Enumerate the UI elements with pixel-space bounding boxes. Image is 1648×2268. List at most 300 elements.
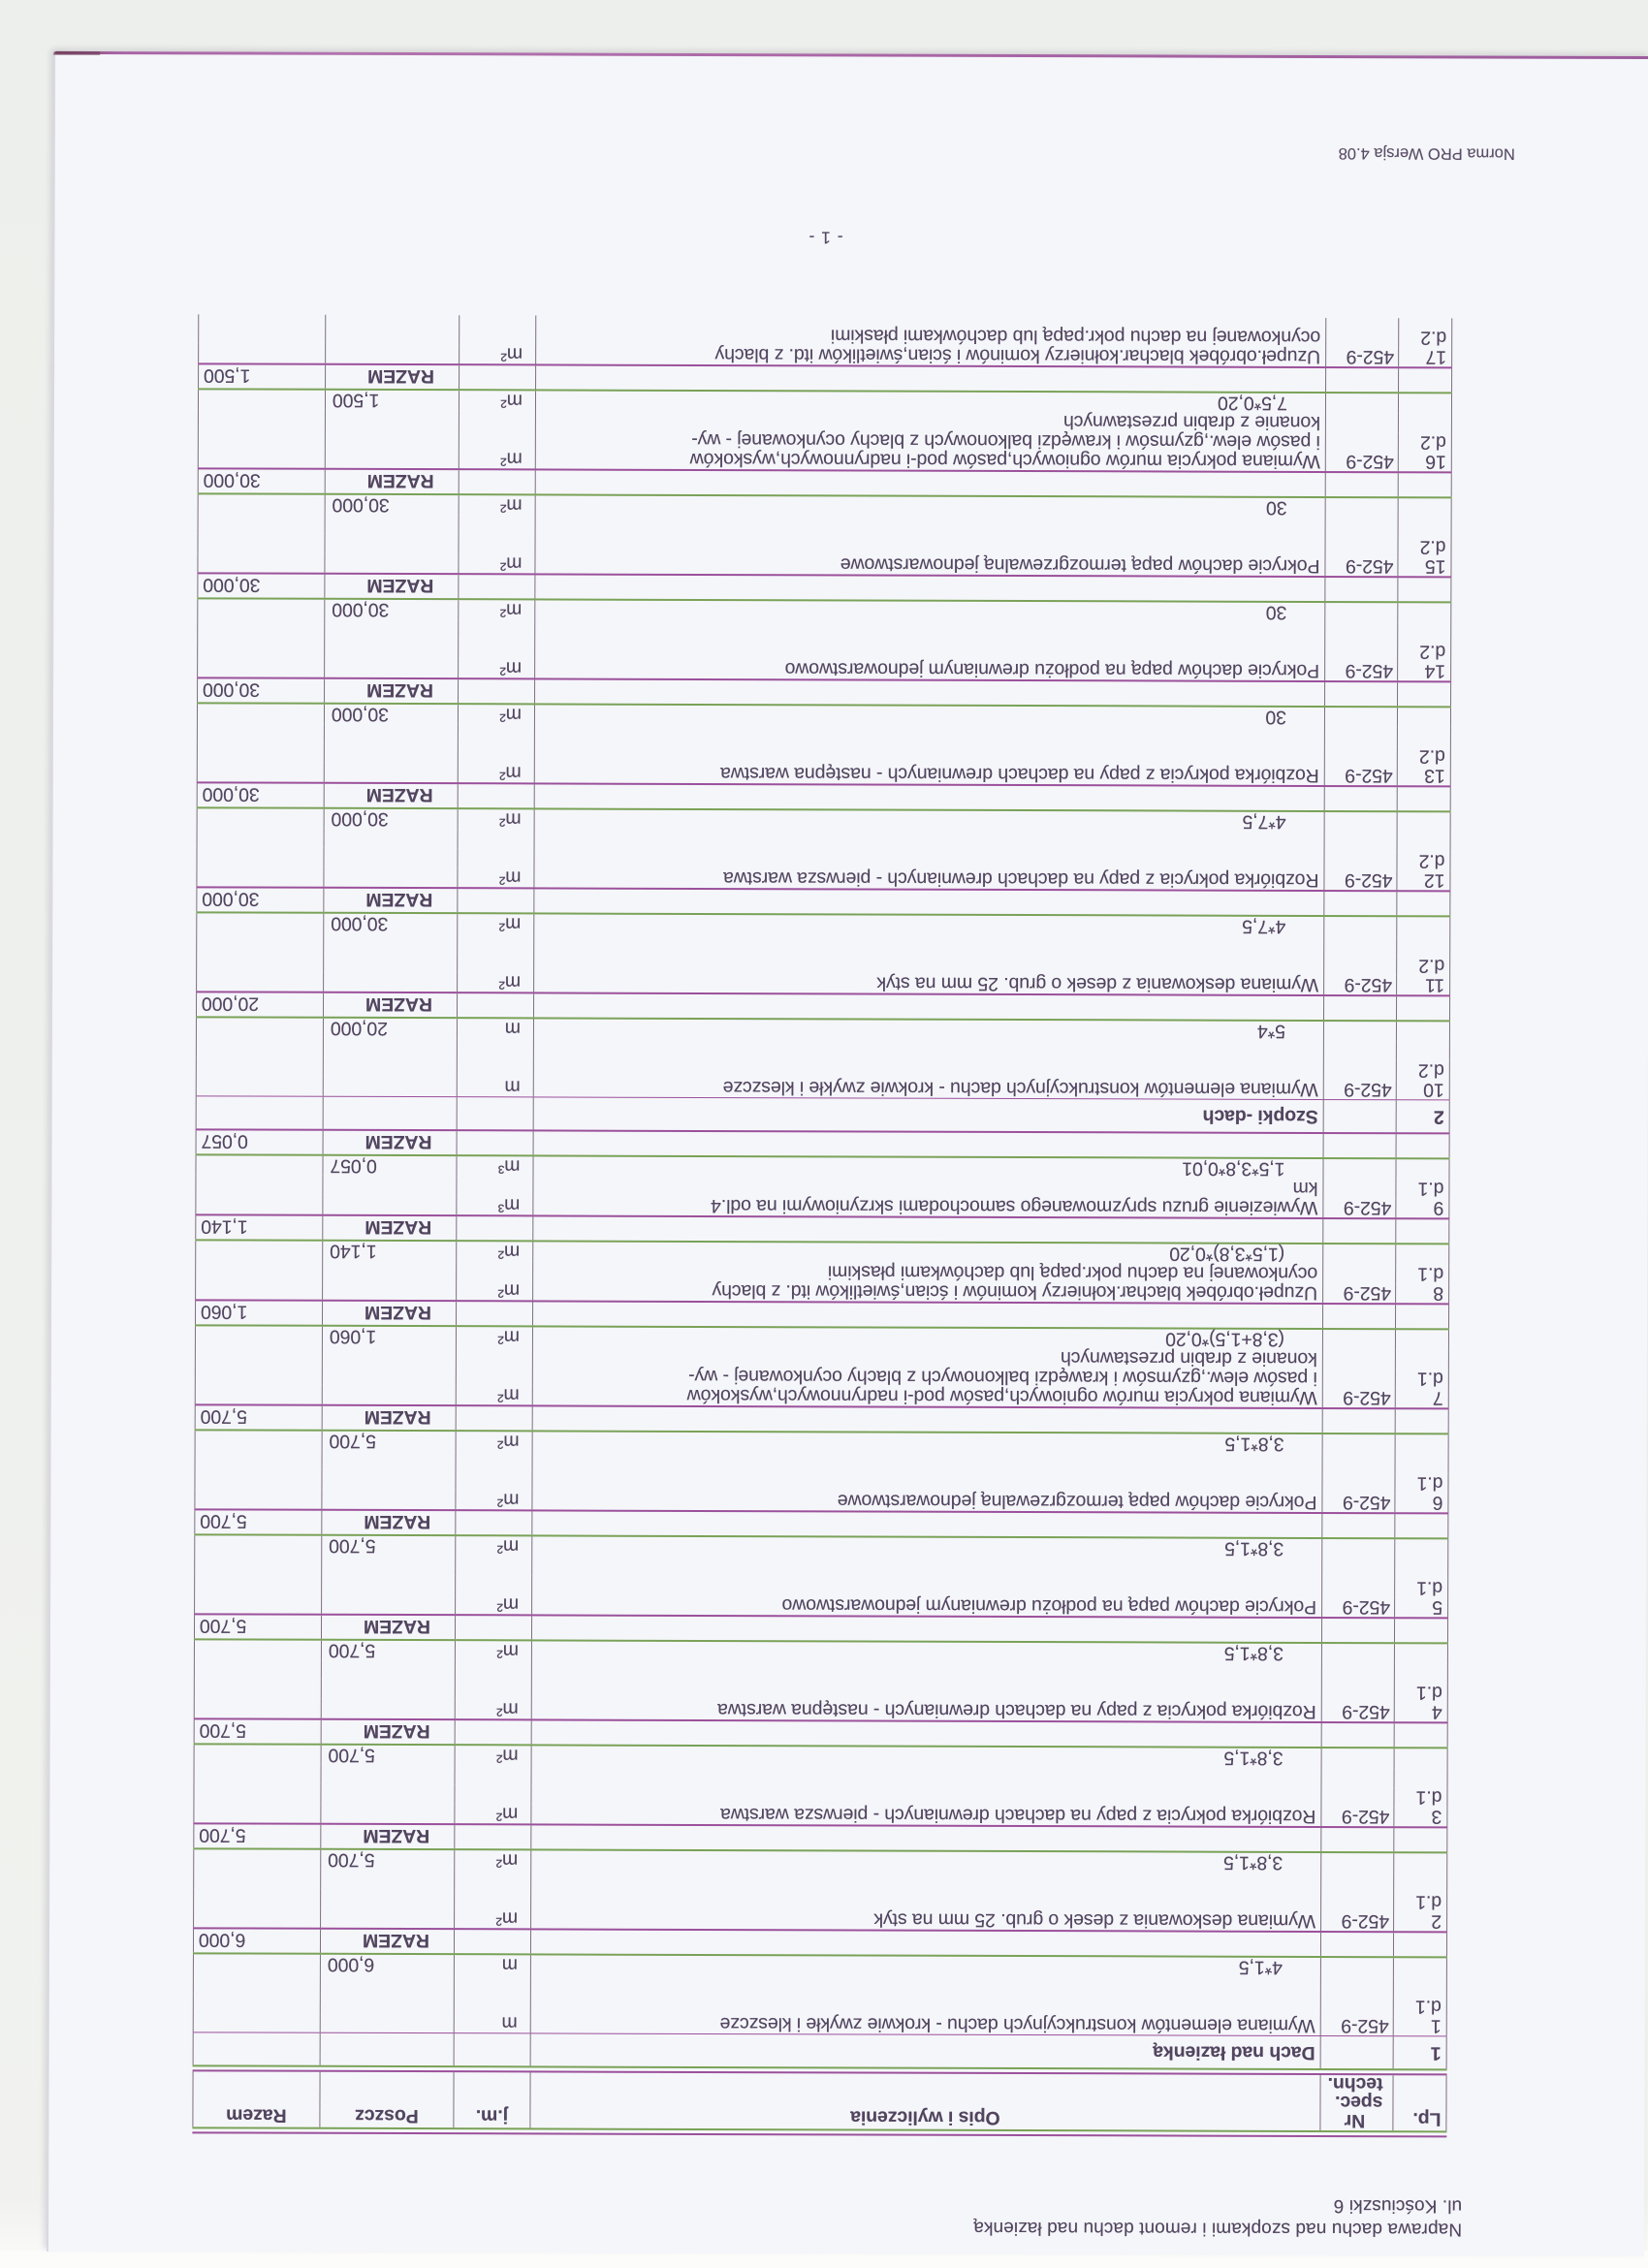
item-line-blank-w-lp bbox=[1398, 622, 1451, 642]
item-razem-row-w-jm bbox=[460, 365, 536, 389]
item-calc-line-w-po: 5,700 bbox=[322, 1641, 456, 1660]
item-line-1-w-nr: 452-9 bbox=[1324, 1080, 1397, 1099]
item-razem-row-w-po: RAZEM bbox=[321, 1930, 455, 1953]
item-calc-line-w-po: 5,700 bbox=[321, 1850, 455, 1870]
item-line-1-w-lp: 10 bbox=[1397, 1080, 1450, 1099]
item-line-blank-w-lp bbox=[1394, 1873, 1447, 1892]
item-line-1-w-rz bbox=[196, 971, 324, 991]
item-line-2-w-jm bbox=[457, 1366, 533, 1385]
item-calc-line-w-lp bbox=[1399, 498, 1452, 518]
item-line-1-w-lp: 6 bbox=[1395, 1493, 1448, 1512]
item-line-blank-w-po bbox=[322, 1660, 456, 1680]
item-calc-line-w-nr bbox=[1325, 708, 1398, 727]
column-header-nr-line3: techn. bbox=[1327, 2073, 1383, 2095]
item-razem-row-w-lp bbox=[1396, 1305, 1449, 1328]
item-line-2-w-nr bbox=[1322, 1578, 1395, 1597]
section-row bbox=[196, 1095, 1450, 1132]
item-line-blank-w-lp bbox=[1397, 1041, 1450, 1060]
item-line-2-w-op bbox=[532, 1575, 1322, 1597]
item-line-1-w-lp: 5 bbox=[1395, 1597, 1448, 1617]
item-razem-row-w-po: RAZEM bbox=[324, 1131, 458, 1154]
item-razem-row-w-po: RAZEM bbox=[322, 1720, 456, 1744]
item-line-1-w-po bbox=[321, 2013, 455, 2032]
item-calc-line-w-lp bbox=[1394, 1853, 1447, 1873]
item-line-1-w-op: Rozbiórka pokrycia z papy na dachach drewnianych - następna warstwa bbox=[535, 763, 1325, 785]
item-line-2-w-op bbox=[534, 953, 1324, 975]
item-line-blank-w-nr bbox=[1324, 1041, 1397, 1060]
item-calc-line-w-op: 30 bbox=[536, 495, 1326, 518]
item-line-2-w-jm bbox=[456, 1470, 532, 1490]
item-calc-line-w-op: 3,8*1,5 bbox=[532, 1746, 1322, 1768]
item-line-2-w-op: ocynkowanej na dachu pokr.papą lub dachówkami płaskimi bbox=[536, 325, 1326, 347]
item-line-1-w-po bbox=[324, 867, 458, 887]
item-razem-row-w-po: RAZEM bbox=[324, 889, 458, 912]
item-razem-row-w-lp bbox=[1397, 996, 1450, 1020]
item-line-2-w-rz bbox=[198, 324, 326, 343]
item-calc-line-w-nr bbox=[1324, 1022, 1397, 1041]
item-calc-line bbox=[197, 599, 1451, 622]
item-line-2-w-op bbox=[532, 1470, 1322, 1493]
item-line-blank-w-po bbox=[321, 1870, 455, 1889]
item-calc-line-w-jm: m² bbox=[457, 1432, 533, 1451]
item-line-2-w-nr bbox=[1325, 746, 1398, 766]
item-line-2-w-jm bbox=[457, 1176, 533, 1195]
item-calc-line-w-nr bbox=[1321, 1853, 1394, 1873]
item-line-blank-w-po bbox=[324, 933, 458, 953]
item-calc-line-w-po: 0,057 bbox=[323, 1156, 457, 1176]
item-calc-line-w-po: 5,700 bbox=[322, 1536, 456, 1556]
item-razem-row-w-op bbox=[535, 784, 1325, 810]
item-line-1-w-nr: 452-9 bbox=[1323, 1388, 1396, 1407]
item-razem-row-w-po: RAZEM bbox=[323, 1216, 457, 1240]
column-header-opis: Opis i wyliczenia bbox=[530, 2072, 1320, 2130]
item-line-2-w-po bbox=[322, 1680, 456, 1699]
item-line-2-w-nr bbox=[1323, 1369, 1396, 1388]
item-calc-line-w-lp bbox=[1396, 1330, 1449, 1349]
item-line-blank-w-jm bbox=[456, 1660, 532, 1680]
item-calc-line-w-nr bbox=[1322, 1644, 1395, 1663]
item-line-3-w-po bbox=[326, 410, 460, 429]
item-line-1-w-lp: 13 bbox=[1398, 766, 1451, 785]
item-calc-line-w-lp bbox=[1395, 1644, 1448, 1663]
item-line-2-w-nr bbox=[1324, 851, 1397, 870]
item-line-2-w-po bbox=[326, 325, 460, 344]
item-razem-row-w-lp bbox=[1399, 473, 1452, 496]
item-line-2-w-jm bbox=[455, 1994, 531, 2013]
item-line-3-w-rz bbox=[198, 409, 326, 428]
item-line-blank-w-jm bbox=[459, 619, 535, 639]
item-line-1 bbox=[194, 1698, 1448, 1721]
item-line-1-w-po bbox=[323, 1195, 457, 1214]
item-line-1-w-rz bbox=[193, 1803, 321, 1822]
item-razem-row-w-nr bbox=[1325, 578, 1398, 601]
item-line-3-w-lp bbox=[1396, 1349, 1449, 1369]
item-line-blank-w-nr bbox=[1324, 936, 1397, 956]
item-calc-line-w-po: 5,700 bbox=[323, 1432, 457, 1451]
item-line-2-w-rz bbox=[196, 1056, 324, 1076]
item-line-blank-w-jm bbox=[456, 1765, 532, 1784]
item-line-2 bbox=[198, 533, 1452, 556]
item-line-2-w-nr bbox=[1324, 1060, 1397, 1080]
column-header-razem: Razem bbox=[192, 2071, 320, 2126]
item-razem-row-w-po: RAZEM bbox=[323, 1406, 457, 1430]
item-calc-line-w-po: 30,000 bbox=[325, 809, 459, 829]
item-razem-row-w-rz: 1,060 bbox=[195, 1301, 323, 1324]
item-line-2-w-lp: d.2 bbox=[1397, 851, 1450, 870]
item-line-1-w-po bbox=[325, 763, 459, 782]
item-calc-line-w-po: 1,140 bbox=[323, 1242, 457, 1261]
item-line-2-w-po bbox=[323, 1366, 457, 1385]
item-line-2-w-rz bbox=[196, 847, 324, 866]
item-line-2-w-rz bbox=[195, 1365, 323, 1384]
scan-edge-smudge bbox=[53, 51, 100, 55]
item-razem-row-w-po: RAZEM bbox=[321, 1825, 455, 1848]
item-calc-line-w-lp bbox=[1398, 603, 1451, 622]
item-line-blank-w-nr bbox=[1323, 1454, 1396, 1473]
item-calc-line-w-nr bbox=[1323, 1330, 1396, 1349]
item-line-1-w-lp: 9 bbox=[1396, 1198, 1449, 1217]
item-razem-row-w-lp bbox=[1395, 1723, 1448, 1747]
item-line-2-w-nr bbox=[1323, 1179, 1396, 1198]
item-line-2-w-rz bbox=[193, 1888, 321, 1907]
item-razem-row-w-op bbox=[531, 1825, 1321, 1851]
item-line-2-w-po bbox=[321, 1889, 455, 1908]
item-calc-line-w-rz bbox=[195, 1241, 323, 1260]
item-razem-row-w-rz: 5,700 bbox=[195, 1405, 323, 1429]
item-razem-row-w-lp bbox=[1395, 1619, 1448, 1642]
item-razem-row-w-op bbox=[535, 679, 1325, 706]
item-line-blank-w-rz bbox=[198, 514, 326, 533]
item-line-1-w-lp: 14 bbox=[1398, 661, 1451, 680]
item-line-blank-w-op bbox=[532, 1556, 1322, 1578]
cost-table-body bbox=[193, 314, 1453, 2068]
document-content bbox=[47, 51, 1648, 2256]
item-line-1-w-nr: 452-9 bbox=[1321, 1911, 1394, 1931]
section-row-w-jm bbox=[455, 2033, 531, 2065]
item-line-blank-w-rz bbox=[194, 1764, 322, 1783]
item-line-1 bbox=[197, 657, 1451, 680]
item-line-2-w-po bbox=[326, 429, 460, 449]
item-line-1-w-po bbox=[323, 1280, 457, 1300]
item-line-1-w-op: Rozbiórka pokrycia z papy na dachach drewnianych - pierwsza warstwa bbox=[531, 1804, 1321, 1826]
section-row-w-jm bbox=[458, 1097, 534, 1129]
item-calc-line-w-jm: m² bbox=[457, 1327, 533, 1346]
item-razem-row-w-nr bbox=[1321, 1828, 1394, 1851]
item-line-2-w-rz bbox=[195, 1175, 323, 1194]
item-line-2-w-po bbox=[322, 1575, 456, 1594]
item-calc-line-w-jm: m² bbox=[458, 914, 534, 933]
section-row-w-nr bbox=[1321, 2036, 1394, 2068]
item-line-1-w-rz bbox=[197, 552, 325, 572]
item-calc-line-w-op: 7,5*0,20 bbox=[536, 391, 1326, 413]
item-line-1-w-rz bbox=[195, 1279, 323, 1299]
item-line-2-w-op bbox=[535, 743, 1325, 766]
item-razem-row-w-op bbox=[534, 993, 1324, 1020]
item-line-blank-w-lp bbox=[1397, 936, 1450, 956]
item-line-1-w-po bbox=[325, 553, 459, 573]
item-calc-line-w-op: 3,8*1,5 bbox=[532, 1641, 1322, 1663]
item-line-2-w-nr bbox=[1325, 537, 1398, 556]
item-line-blank-w-po bbox=[325, 619, 459, 639]
item-calc-line-w-lp bbox=[1394, 1958, 1447, 1977]
item-line-1-w-op: Wymiana pokrycia murów ogniowych,pasów pod-i nadrynnowych,wyskoków bbox=[533, 1385, 1323, 1407]
item-line-1-w-lp: 1 bbox=[1394, 2016, 1447, 2035]
item-line-2 bbox=[194, 1469, 1448, 1493]
section-row-w-lp: 2 bbox=[1397, 1100, 1450, 1132]
section-row-w-lp: 1 bbox=[1394, 2036, 1447, 2068]
item-line-2-w-jm bbox=[459, 639, 535, 658]
item-line-2-w-lp: d.1 bbox=[1395, 1578, 1448, 1597]
item-line-blank-w-lp bbox=[1394, 1977, 1447, 1997]
item-line-blank bbox=[197, 723, 1451, 746]
item-line-1-w-rz bbox=[195, 1384, 323, 1403]
item-line-1-w-op: Wymiana deskowania z desek o grub. 25 mm na styk bbox=[531, 1908, 1321, 1931]
item-line-1-w-rz bbox=[193, 1907, 321, 1927]
item-line-1-w-po bbox=[321, 1908, 455, 1928]
item-line-2-w-lp: d.1 bbox=[1396, 1369, 1449, 1388]
item-calc-line-w-lp bbox=[1397, 917, 1450, 936]
item-line-1 bbox=[197, 762, 1451, 785]
item-calc-line-w-jm: m² bbox=[460, 495, 536, 515]
item-line-blank-w-jm bbox=[460, 515, 536, 534]
item-line-2-w-op: i pasów elew.,gzymsów i krawędzi balkonowych z blachy ocynkowanej - wy- bbox=[533, 1366, 1323, 1388]
item-calc-line bbox=[195, 1155, 1449, 1179]
item-line-3-w-nr bbox=[1323, 1349, 1396, 1369]
item-line-1-w-lp: 15 bbox=[1398, 556, 1451, 576]
item-line-blank-w-op bbox=[531, 1974, 1321, 1997]
item-line-2 bbox=[198, 324, 1452, 347]
item-razem-row-w-jm bbox=[459, 784, 535, 807]
item-line-1-w-nr: 452-9 bbox=[1322, 1493, 1395, 1512]
item-line-2-w-rz bbox=[197, 742, 325, 762]
item-line-2-w-jm bbox=[456, 1575, 532, 1594]
item-razem-row-w-lp bbox=[1398, 787, 1451, 810]
item-line-blank-w-po bbox=[325, 829, 459, 848]
item-line-2-w-nr bbox=[1322, 1683, 1395, 1702]
item-line-1 bbox=[196, 866, 1450, 890]
section-row-w-po bbox=[321, 2033, 455, 2065]
item-line-1-w-rz bbox=[194, 1698, 322, 1717]
item-razem-row-w-rz: 1,500 bbox=[198, 364, 326, 388]
item-line-blank-w-op bbox=[534, 1038, 1324, 1060]
item-line-2 bbox=[196, 847, 1450, 870]
item-line-2-w-jm bbox=[455, 1889, 531, 1908]
item-calc-line-w-po: 6,000 bbox=[321, 1955, 455, 1974]
item-calc-line bbox=[193, 1954, 1447, 1977]
item-line-1-w-op: Wymiana elementów konstrukcyjnych dachu - krokwie zwykłe i kleszcze bbox=[531, 2013, 1321, 2035]
item-line-2-w-po bbox=[322, 1470, 456, 1490]
item-razem-row-w-po: RAZEM bbox=[325, 679, 459, 703]
item-line-blank-w-jm bbox=[459, 724, 535, 743]
section-row-w-op: Szopki -dach bbox=[534, 1097, 1324, 1132]
item-razem-row-w-po: RAZEM bbox=[322, 1616, 456, 1639]
item-line-blank-w-rz bbox=[197, 618, 325, 638]
item-line-blank-w-rz bbox=[195, 1450, 323, 1469]
item-razem-row-w-rz: 30,000 bbox=[197, 574, 325, 597]
item-razem-row-w-jm bbox=[455, 1825, 531, 1848]
item-line-2-w-po bbox=[321, 1994, 455, 2013]
item-line-2-w-rz bbox=[195, 1260, 323, 1279]
item-line-2-w-rz bbox=[196, 952, 324, 971]
item-calc-line-w-jm: m² bbox=[455, 1850, 531, 1870]
item-line-blank-w-rz bbox=[196, 932, 324, 952]
item-razem-row-w-nr bbox=[1325, 787, 1398, 810]
section-row-w-po bbox=[324, 1097, 458, 1129]
item-calc-line-w-nr bbox=[1323, 1434, 1396, 1454]
item-line-1-w-po bbox=[326, 344, 460, 363]
item-line-2-w-jm bbox=[459, 743, 535, 763]
item-calc-line-w-nr bbox=[1322, 1748, 1395, 1768]
item-line-2-w-op: ocynkowanej na dachu pokr.papą lub dachówkami płaskimi bbox=[533, 1261, 1323, 1283]
item-calc-line-w-jm: m² bbox=[456, 1746, 532, 1765]
item-razem-row-w-jm bbox=[457, 1216, 533, 1240]
item-razem-row-w-rz: 30,000 bbox=[198, 469, 326, 492]
item-line-1 bbox=[196, 1076, 1450, 1099]
item-calc-line-w-nr bbox=[1325, 812, 1398, 832]
item-calc-line-w-jm: m² bbox=[457, 1242, 533, 1261]
item-razem-row bbox=[198, 362, 1452, 394]
item-calc-line-w-jm: m² bbox=[459, 600, 535, 619]
item-line-blank-w-jm bbox=[456, 1556, 532, 1575]
item-calc-line-w-op: 3,8*1,5 bbox=[532, 1536, 1322, 1559]
item-line-1-w-jm: m² bbox=[456, 1594, 532, 1614]
item-razem-row-w-jm bbox=[459, 679, 535, 703]
item-line-1-w-op: Pokrycie dachów papą termozgrzewalną jednowarstwowe bbox=[532, 1490, 1322, 1512]
item-line-2-w-lp: d.1 bbox=[1394, 1997, 1447, 2016]
item-line-2 bbox=[196, 952, 1450, 975]
column-header-jm: j.m. bbox=[454, 2072, 530, 2127]
item-line-1-w-op: Wymiana pokrycia murów ogniowych,pasów pod-i nadrynnowych,wyskoków bbox=[536, 449, 1326, 471]
item-line-blank-w-op bbox=[535, 829, 1325, 851]
item-line-1-w-po bbox=[322, 1594, 456, 1614]
item-line-1-w-nr: 452-9 bbox=[1321, 1807, 1394, 1826]
item-line-blank-w-op bbox=[533, 1451, 1323, 1473]
item-razem-row-w-op bbox=[531, 1930, 1321, 1956]
item-razem-row bbox=[194, 1508, 1448, 1539]
item-line-blank-w-nr bbox=[1322, 1768, 1395, 1787]
item-razem-row-w-rz: 20,000 bbox=[196, 992, 324, 1016]
item-line-blank-w-lp bbox=[1398, 832, 1451, 851]
item-line-1 bbox=[195, 1194, 1449, 1217]
item-line-blank-w-po bbox=[322, 1765, 456, 1784]
item-calc-line-w-po: 1,500 bbox=[326, 391, 460, 410]
item-razem-row-w-nr bbox=[1323, 1409, 1396, 1433]
item-line-2-w-jm bbox=[457, 1261, 533, 1280]
item-calc-line-w-nr bbox=[1325, 603, 1398, 622]
item-line-1-w-lp: 4 bbox=[1395, 1702, 1448, 1721]
item-line-1 bbox=[193, 1803, 1447, 1826]
item-line-2 bbox=[194, 1574, 1448, 1597]
item-line-1-w-lp: 17 bbox=[1399, 347, 1452, 366]
item-line-2-w-jm bbox=[458, 848, 534, 867]
item-razem-row-w-nr bbox=[1324, 1134, 1397, 1157]
item-line-2-w-lp: d.2 bbox=[1398, 537, 1451, 556]
item-calc-line-w-po: 30,000 bbox=[325, 705, 459, 724]
item-razem-row-w-op bbox=[536, 470, 1326, 496]
item-line-1-w-jm: m² bbox=[459, 658, 535, 677]
item-line-blank-w-lp bbox=[1395, 1559, 1448, 1578]
item-razem-row-w-op bbox=[534, 889, 1324, 915]
item-line-2-w-lp: d.1 bbox=[1394, 1892, 1447, 1911]
item-calc-line bbox=[194, 1640, 1448, 1663]
item-line-1-w-op: Rozbiórka pokrycia z papy na dachach drewnianych - pierwsza warstwa bbox=[534, 867, 1324, 890]
section-row-w-op: Dach nad łazienką bbox=[531, 2033, 1321, 2068]
item-razem-row-w-jm bbox=[458, 993, 534, 1017]
item-line-blank-w-jm bbox=[455, 1974, 531, 1994]
item-razem-row-w-nr bbox=[1322, 1514, 1395, 1537]
item-line-2 bbox=[197, 742, 1451, 766]
item-line-blank-w-rz bbox=[196, 1037, 324, 1056]
item-calc-line-w-lp bbox=[1396, 1244, 1449, 1264]
item-line-2-w-nr bbox=[1326, 328, 1399, 347]
item-line-2-w-nr bbox=[1321, 1787, 1394, 1807]
item-line-cut-w-nr bbox=[1326, 318, 1399, 328]
item-razem-row-w-op bbox=[536, 365, 1326, 392]
item-calc-line-w-rz bbox=[194, 1745, 322, 1764]
item-line-1-w-nr: 452-9 bbox=[1324, 870, 1397, 890]
item-line-blank-w-jm bbox=[459, 829, 535, 848]
item-line-3-w-op: konanie z drabin przestawnych bbox=[533, 1346, 1323, 1369]
item-razem-row-w-po: RAZEM bbox=[325, 784, 459, 807]
item-line-1-w-lp: 16 bbox=[1399, 452, 1452, 471]
item-razem-row-w-op bbox=[533, 1302, 1323, 1328]
item-calc-line-w-nr bbox=[1324, 917, 1397, 936]
item-calc-line-w-jm: m bbox=[458, 1019, 534, 1038]
item-calc-line bbox=[195, 1326, 1449, 1349]
item-calc-line-w-po: 5,700 bbox=[322, 1746, 456, 1765]
item-razem-row-w-rz: 6,000 bbox=[193, 1929, 321, 1952]
item-line-3-w-rz bbox=[195, 1345, 323, 1365]
item-calc-line-w-lp bbox=[1398, 708, 1451, 727]
item-razem-row-w-nr bbox=[1326, 473, 1399, 496]
item-calc-line bbox=[197, 704, 1451, 727]
item-calc-line-w-po: 30,000 bbox=[324, 914, 458, 933]
item-line-1-w-lp: 7 bbox=[1396, 1388, 1449, 1407]
item-line-blank-w-rz bbox=[197, 828, 325, 847]
item-line-1-w-rz bbox=[197, 762, 325, 781]
item-line-blank-w-rz bbox=[193, 1973, 321, 1993]
item-line-2-w-po bbox=[324, 1057, 458, 1077]
item-calc-line-w-nr bbox=[1326, 498, 1399, 518]
item-calc-line-w-rz bbox=[197, 808, 325, 828]
item-calc-line-w-jm: m² bbox=[456, 1536, 532, 1556]
item-line-2-w-rz bbox=[193, 1993, 321, 2012]
item-line-blank bbox=[198, 514, 1452, 537]
item-calc-line-w-lp bbox=[1399, 394, 1452, 413]
item-line-2-w-nr bbox=[1322, 1473, 1395, 1493]
item-line-2-w-lp: d.2 bbox=[1397, 1060, 1450, 1080]
document-title-line2: ul. Kościuszki 6 bbox=[1333, 2195, 1463, 2217]
item-calc-line-w-rz bbox=[195, 1431, 323, 1450]
item-calc-line-w-rz bbox=[197, 704, 325, 723]
item-razem-row-w-jm bbox=[456, 1511, 532, 1534]
item-line-2-w-op: i pasów elew.,gzymsów i krawędzi balkonowych z blachy ocynkowanej - wy- bbox=[536, 429, 1326, 452]
item-line-2-w-lp: d.1 bbox=[1395, 1683, 1448, 1702]
item-line-1-w-po bbox=[322, 1699, 456, 1718]
item-calc-line-w-rz bbox=[198, 494, 326, 514]
item-line-blank-w-nr bbox=[1325, 727, 1398, 746]
item-calc-line-w-op: 3,8*1,5 bbox=[533, 1432, 1323, 1454]
item-calc-line-w-op: 30 bbox=[535, 600, 1325, 622]
item-calc-line-w-lp bbox=[1397, 1022, 1450, 1041]
item-line-1-w-nr: 452-9 bbox=[1326, 452, 1399, 471]
item-calc-line bbox=[198, 390, 1452, 413]
item-razem-row-w-po: RAZEM bbox=[322, 1511, 456, 1534]
item-calc-line-w-op: 3,8*1,5 bbox=[531, 1850, 1321, 1873]
item-razem-row bbox=[195, 1213, 1449, 1244]
item-line-1-w-po bbox=[324, 972, 458, 992]
item-calc-line-w-nr bbox=[1323, 1159, 1396, 1179]
